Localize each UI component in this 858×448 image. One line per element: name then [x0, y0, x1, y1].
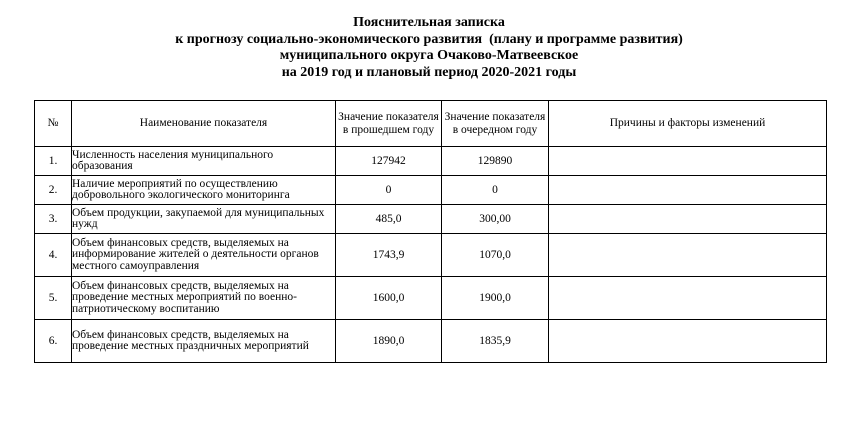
- row-number: 3.: [35, 205, 72, 234]
- table-row: [35, 176, 827, 205]
- title-line-1: Пояснительная записка: [353, 15, 505, 30]
- row-next-value: 1070,0: [442, 234, 549, 277]
- row-number: 6.: [35, 320, 72, 363]
- row-indicator-name: Объем продукции, закупаемой для муниципальных нужд: [72, 205, 336, 234]
- row-previous-value: 1600,0: [336, 277, 442, 320]
- row-reasons: [549, 320, 827, 363]
- row-number: 2.: [35, 176, 72, 205]
- row-number: 5.: [35, 277, 72, 320]
- row-number: 1.: [35, 147, 72, 176]
- row-next-value: 0: [442, 176, 549, 205]
- title-line-3: муниципального округа Очаково-Матвеевское: [279, 48, 579, 63]
- row-next-value: 129890: [442, 147, 549, 176]
- indicators-table: [34, 100, 827, 363]
- row-previous-value: 485,0: [336, 205, 442, 234]
- title-line-4: на 2019 год и плановый период 2020-2021 годы: [281, 64, 577, 80]
- row-reasons: [549, 205, 827, 234]
- row-previous-value: 1890,0: [336, 320, 442, 363]
- row-indicator-name: Объем финансовых средств, выделяемых на проведение местных праздничных мероприятий: [72, 320, 336, 363]
- row-indicator-name: Объем финансовых средств, выделяемых на информирование жителей о деятельности органов местного самоуправления: [72, 234, 336, 277]
- row-previous-value: 0: [336, 176, 442, 205]
- table-row: [35, 320, 827, 363]
- header-reasons: Причины и факторы изменений: [549, 101, 827, 147]
- header-indicator-name: Наименование показателя: [72, 101, 336, 147]
- document-title: [0, 15, 858, 81]
- row-indicator-name: Наличие мероприятий по осуществлению добровольного экологического мониторинга: [72, 176, 336, 205]
- table-header-row: [35, 101, 827, 147]
- row-next-value: 300,00: [442, 205, 549, 234]
- header-previous-year-value: Значение показателя в прошедшем году: [336, 101, 442, 147]
- row-indicator-name: Численность населения муниципального образования: [72, 147, 336, 176]
- table-row: [35, 147, 827, 176]
- row-next-value: 1900,0: [442, 277, 549, 320]
- table-row: [35, 234, 827, 277]
- table-row: [35, 205, 827, 234]
- header-next-year-value: Значение показателя в очередном году: [442, 101, 549, 147]
- row-next-value: 1835,9: [442, 320, 549, 363]
- row-number: 4.: [35, 234, 72, 277]
- row-indicator-name: Объем финансовых средств, выделяемых на проведение местных мероприятий по военно-патриотическому воспитанию: [72, 277, 336, 320]
- table-row: [35, 277, 827, 320]
- row-reasons: [549, 176, 827, 205]
- header-number: №: [35, 101, 72, 147]
- row-reasons: [549, 147, 827, 176]
- row-reasons: [549, 277, 827, 320]
- row-previous-value: 127942: [336, 147, 442, 176]
- row-reasons: [549, 234, 827, 277]
- row-previous-value: 1743,9: [336, 234, 442, 277]
- title-line-2: к прогнозу социально-экономического развития (плану и программе развития): [175, 31, 683, 47]
